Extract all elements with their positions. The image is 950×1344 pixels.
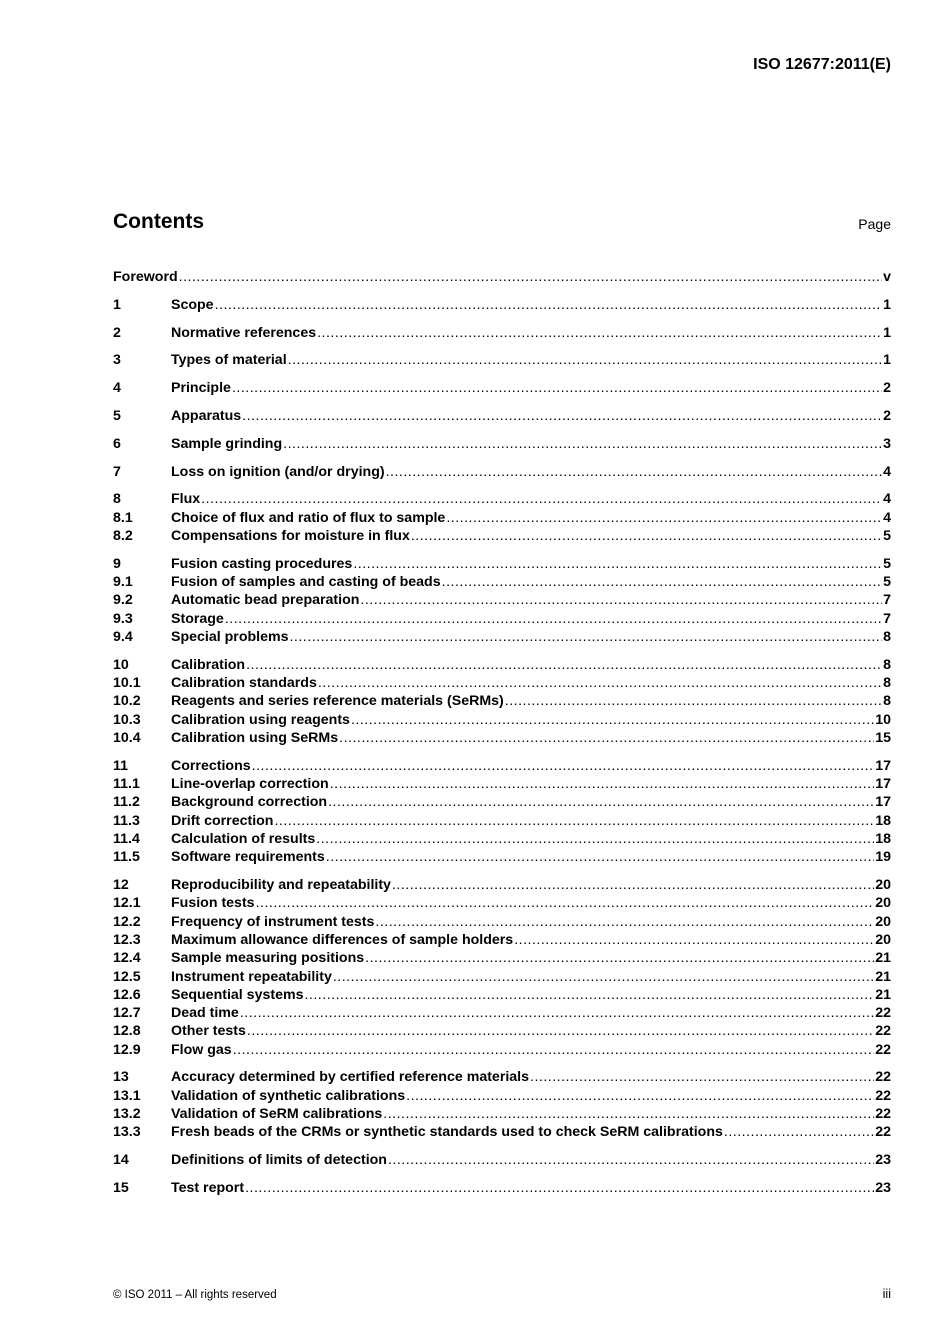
toc-entry-number: 9.4 [113, 628, 133, 645]
table-of-contents [113, 268, 891, 1207]
toc-group [113, 407, 891, 425]
toc-entry[interactable] [113, 296, 891, 314]
toc-entry[interactable] [113, 1041, 891, 1059]
toc-entry-number: 11.1 [113, 776, 140, 793]
dot-leader [201, 490, 882, 508]
toc-entry-number: 3 [113, 352, 121, 369]
toc-entry-number: 10 [113, 656, 129, 673]
toc-entry-number: 5 [113, 407, 121, 424]
toc-entry-number: 14 [113, 1152, 129, 1169]
dot-leader [388, 1151, 874, 1169]
toc-entry-page: 23 [875, 1152, 891, 1169]
dot-leader [242, 407, 882, 425]
toc-entry-number: 15 [113, 1179, 129, 1196]
toc-entry-number: 10.3 [113, 711, 141, 728]
dot-leader [406, 1087, 874, 1105]
toc-group [113, 757, 891, 867]
toc-entry-title: Validation of SeRM calibrations [171, 1106, 383, 1123]
toc-entry-title: Maximum allowance differences of sample holders [171, 931, 514, 948]
toc-entry-page: 10 [875, 711, 891, 728]
toc-entry-title: Automatic bead preparation [171, 592, 360, 609]
toc-entry-page: 8 [883, 628, 891, 645]
toc-entry[interactable] [113, 1022, 891, 1040]
toc-entry[interactable] [113, 1087, 891, 1105]
toc-entry-page: 18 [875, 812, 891, 829]
dot-leader [383, 1105, 874, 1123]
toc-entry[interactable] [113, 351, 891, 369]
toc-entry-title: Validation of synthetic calibrations [171, 1087, 406, 1104]
toc-entry[interactable] [113, 324, 891, 342]
toc-entry-number: 11.2 [113, 794, 140, 811]
toc-entry[interactable] [113, 628, 891, 646]
toc-entry-number: 1 [113, 296, 121, 313]
toc-group [113, 324, 891, 342]
toc-entry-title: Principle [171, 380, 231, 397]
toc-entry-title: Dead time [171, 1005, 239, 1022]
toc-entry[interactable] [113, 527, 891, 545]
toc-entry-number: 7 [113, 463, 121, 480]
toc-entry-page: 2 [883, 380, 891, 397]
toc-entry-number: 13 [113, 1069, 129, 1086]
toc-entry-page: 7 [883, 610, 891, 627]
toc-entry-number: 9.1 [113, 574, 133, 591]
toc-entry-page: 20 [875, 931, 891, 948]
toc-entry-number: 13.3 [113, 1124, 141, 1141]
toc-entry[interactable] [113, 509, 891, 527]
toc-group [113, 1151, 891, 1169]
toc-entry-title: Calibration using reagents [171, 711, 350, 728]
toc-entry-page: 22 [875, 1041, 891, 1058]
dot-leader [351, 711, 874, 729]
toc-entry-title: Background correction [171, 794, 328, 811]
toc-entry[interactable] [113, 913, 891, 931]
toc-entry-number: 11.3 [113, 812, 140, 829]
dot-leader [317, 324, 882, 342]
toc-entry[interactable] [113, 555, 891, 573]
toc-entry-number: 12 [113, 877, 129, 894]
toc-entry-page: 23 [875, 1179, 891, 1196]
toc-entry-title: Choice of flux and ratio of flux to sample [171, 509, 446, 526]
contents-heading: Contents [113, 210, 204, 233]
toc-entry-title: Flow gas [171, 1041, 232, 1058]
toc-entry-title: Line-overlap correction [171, 776, 329, 793]
toc-entry[interactable] [113, 876, 891, 894]
toc-entry-title: Loss on ignition (and/or drying) [171, 463, 385, 480]
dot-leader [225, 610, 882, 628]
dot-leader [724, 1123, 874, 1141]
dot-leader [505, 692, 882, 710]
toc-entry[interactable] [113, 812, 891, 830]
page-number: iii [882, 1287, 891, 1301]
dot-leader [386, 463, 883, 481]
toc-entry-number: 12.6 [113, 986, 141, 1003]
toc-group [113, 351, 891, 369]
copyright-notice: © ISO 2011 – All rights reserved [113, 1289, 277, 1301]
page-column-label: Page [858, 216, 891, 232]
toc-entry-number: 11.4 [113, 830, 140, 847]
toc-entry-number: 12.3 [113, 931, 141, 948]
toc-entry[interactable] [113, 1105, 891, 1123]
toc-entry-title: Special problems [171, 628, 289, 645]
toc-entry-title: Test report [171, 1179, 245, 1196]
toc-entry-page: 21 [875, 968, 891, 985]
toc-entry[interactable] [113, 1179, 891, 1197]
toc-entry-page: v [883, 269, 891, 285]
toc-entry-page: 8 [883, 693, 891, 710]
dot-leader [318, 674, 882, 692]
toc-entry-number: 2 [113, 324, 121, 341]
toc-entry-title: Reagents and series reference materials (SeRMs) [171, 693, 504, 710]
dot-leader [245, 1179, 874, 1197]
toc-entry-page: 3 [883, 435, 891, 452]
toc-entry-page: 21 [875, 950, 891, 967]
toc-entry-title: Software requirements [171, 849, 325, 866]
toc-entry-page: 7 [883, 592, 891, 609]
toc-entry[interactable] [113, 573, 891, 591]
toc-entry-page: 1 [883, 352, 891, 369]
toc-entry-page: 22 [875, 1005, 891, 1022]
toc-entry-page: 22 [875, 1106, 891, 1123]
toc-entry-number: 12.2 [113, 913, 141, 930]
toc-entry-page: 20 [875, 895, 891, 912]
toc-entry[interactable] [113, 757, 891, 775]
toc-entry-title: Compensations for moisture in flux [171, 527, 410, 544]
toc-group [113, 1179, 891, 1197]
toc-entry-title: Other tests [171, 1023, 246, 1040]
toc-entry-number: 10.2 [113, 693, 141, 710]
toc-entry-page: 22 [875, 1069, 891, 1086]
toc-entry[interactable] [113, 1004, 891, 1022]
toc-entry[interactable] [113, 379, 891, 397]
toc-entry[interactable] [113, 610, 891, 628]
toc-entry-number: 11.5 [113, 849, 140, 866]
toc-group [113, 1068, 891, 1141]
toc-entry-title: Scope [171, 296, 214, 313]
toc-entry[interactable] [113, 591, 891, 609]
toc-entry-title: Normative references [171, 324, 317, 341]
toc-entry[interactable] [113, 931, 891, 949]
dot-leader [240, 1004, 874, 1022]
toc-entry-number: 12.4 [113, 950, 141, 967]
toc-entry[interactable] [113, 894, 891, 912]
toc-group [113, 490, 891, 545]
toc-entry-page: 8 [883, 675, 891, 692]
toc-entry[interactable] [113, 1123, 891, 1141]
toc-entry-page: 17 [875, 794, 891, 811]
toc-entry-title: Sample grinding [171, 435, 283, 452]
toc-entry-page: 15 [875, 729, 891, 746]
toc-entry-title: Reproducibility and repeatability [171, 877, 391, 894]
toc-entry-title: Fusion casting procedures [171, 555, 353, 572]
toc-entry-title: Calculation of results [171, 830, 316, 847]
toc-entry-number: 12.7 [113, 1005, 141, 1022]
toc-entry-number: 9.3 [113, 610, 133, 627]
toc-entry-title: Definitions of limits of detection [171, 1152, 387, 1169]
toc-entry-page: 21 [875, 986, 891, 1003]
dot-leader [339, 729, 874, 747]
toc-entry[interactable] [113, 463, 891, 481]
toc-entry-number: 4 [113, 380, 121, 397]
toc-entry-page: 2 [883, 407, 891, 424]
dot-leader [256, 894, 875, 912]
toc-entry-number: 8.2 [113, 527, 133, 544]
toc-entry[interactable] [113, 656, 891, 674]
dot-leader [304, 986, 874, 1004]
dot-leader [232, 379, 882, 397]
toc-entry-page: 22 [875, 1124, 891, 1141]
toc-entry-page: 19 [875, 849, 891, 866]
dot-leader [283, 435, 882, 453]
toc-entry-title: Fusion tests [171, 895, 255, 912]
toc-entry-title: Storage [171, 610, 224, 627]
toc-entry-page: 17 [875, 757, 891, 774]
dot-leader [328, 793, 874, 811]
dot-leader [530, 1068, 874, 1086]
dot-leader [179, 268, 882, 286]
toc-entry-title: Instrument repeatability [171, 968, 332, 985]
toc-entry-title: Drift correction [171, 812, 274, 829]
toc-entry-number: 10.4 [113, 729, 141, 746]
toc-entry-page: 22 [875, 1087, 891, 1104]
toc-entry[interactable] [113, 674, 891, 692]
dot-leader [215, 296, 883, 314]
toc-entry[interactable] [113, 407, 891, 425]
toc-entry-number: 12.9 [113, 1041, 141, 1058]
toc-entry-title: Types of material [171, 352, 287, 369]
toc-entry-number: 12.5 [113, 968, 141, 985]
toc-group [113, 379, 891, 397]
dot-leader [411, 527, 882, 545]
dot-leader [330, 775, 875, 793]
toc-entry-title: Sequential systems [171, 986, 304, 1003]
toc-entry-title: Frequency of instrument tests [171, 913, 375, 930]
toc-group [113, 463, 891, 481]
toc-entry-title: Apparatus [171, 407, 242, 424]
dot-leader [247, 1022, 874, 1040]
toc-entry-title: Calibration using SeRMs [171, 729, 339, 746]
toc-entry-page: 5 [883, 527, 891, 544]
toc-group [113, 268, 891, 286]
toc-entry[interactable] [113, 268, 891, 286]
dot-leader [333, 968, 874, 986]
dot-leader [392, 876, 874, 894]
toc-group [113, 876, 891, 1059]
toc-group [113, 555, 891, 646]
dot-leader [353, 555, 882, 573]
toc-entry-number: 8 [113, 491, 121, 508]
toc-entry[interactable] [113, 949, 891, 967]
toc-entry[interactable] [113, 775, 891, 793]
toc-entry-title: Foreword [113, 269, 178, 285]
toc-entry-title: Flux [171, 491, 201, 508]
document-id: ISO 12677:2011(E) [753, 56, 891, 73]
toc-entry-page: 5 [883, 555, 891, 572]
toc-entry-page: 1 [883, 324, 891, 341]
dot-leader [365, 949, 874, 967]
toc-entry-number: 11 [113, 757, 128, 774]
dot-leader [288, 351, 882, 369]
toc-entry-number: 6 [113, 435, 121, 452]
toc-entry-page: 4 [883, 509, 891, 526]
toc-entry-number: 12.8 [113, 1023, 141, 1040]
dot-leader [246, 656, 882, 674]
toc-entry-title: Fresh beads of the CRMs or synthetic standards used to check SeRM calibrations [171, 1124, 723, 1141]
toc-entry-page: 18 [875, 830, 891, 847]
toc-entry[interactable] [113, 711, 891, 729]
toc-entry[interactable] [113, 490, 891, 508]
toc-entry-page: 4 [883, 463, 891, 480]
dot-leader [233, 1041, 875, 1059]
toc-entry[interactable] [113, 435, 891, 453]
toc-entry-title: Fusion of samples and casting of beads [171, 574, 441, 591]
dot-leader [375, 913, 874, 931]
dot-leader [446, 509, 882, 527]
dot-leader [316, 830, 874, 848]
toc-entry-number: 13.2 [113, 1106, 141, 1123]
toc-entry-title: Corrections [171, 757, 251, 774]
toc-entry-number: 9 [113, 555, 121, 572]
toc-entry[interactable] [113, 968, 891, 986]
toc-entry-page: 20 [875, 877, 891, 894]
toc-entry[interactable] [113, 729, 891, 747]
toc-entry-title: Calibration standards [171, 675, 317, 692]
toc-group [113, 435, 891, 453]
toc-entry-page: 22 [875, 1023, 891, 1040]
dot-leader [514, 931, 874, 949]
toc-entry[interactable] [113, 830, 891, 848]
toc-entry[interactable] [113, 692, 891, 710]
toc-group [113, 296, 891, 314]
dot-leader [326, 848, 874, 866]
dot-leader [252, 757, 875, 775]
toc-group [113, 656, 891, 747]
dot-leader [360, 591, 882, 609]
toc-entry[interactable] [113, 1068, 891, 1086]
toc-entry-page: 1 [883, 296, 891, 313]
dot-leader [289, 628, 882, 646]
toc-entry-title: Accuracy determined by certified reference materials [171, 1069, 530, 1086]
toc-entry[interactable] [113, 848, 891, 866]
toc-entry[interactable] [113, 986, 891, 1004]
toc-entry-page: 4 [883, 491, 891, 508]
toc-entry-page: 17 [875, 776, 891, 793]
dot-leader [274, 812, 874, 830]
toc-entry-page: 20 [875, 913, 891, 930]
toc-entry-title: Calibration [171, 656, 246, 673]
toc-entry-number: 9.2 [113, 592, 133, 609]
toc-entry-number: 10.1 [113, 675, 141, 692]
toc-entry-page: 5 [883, 574, 891, 591]
toc-entry-number: 8.1 [113, 509, 133, 526]
toc-entry[interactable] [113, 1151, 891, 1169]
toc-entry-number: 12.1 [113, 895, 141, 912]
toc-entry[interactable] [113, 793, 891, 811]
dot-leader [442, 573, 882, 591]
toc-entry-number: 13.1 [113, 1087, 141, 1104]
toc-entry-title: Sample measuring positions [171, 950, 365, 967]
toc-entry-page: 8 [883, 656, 891, 673]
